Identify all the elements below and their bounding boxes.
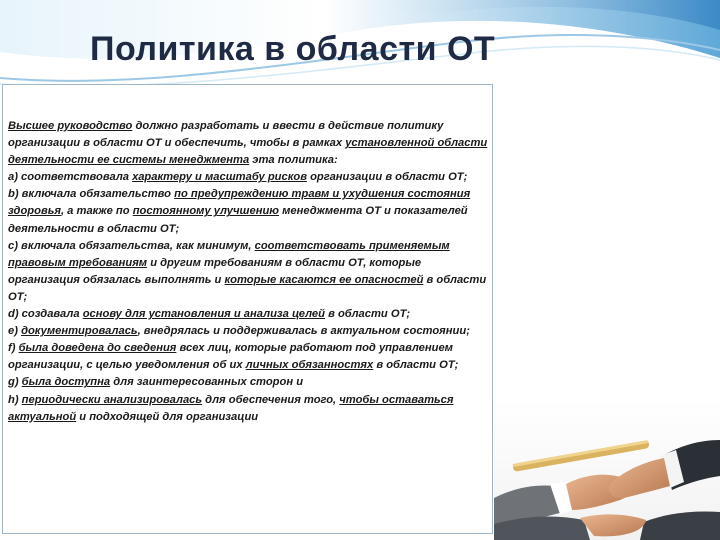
- underlined-phrase: личных обязанностях: [245, 359, 374, 372]
- underlined-phrase: характеру и масштабу рисков: [132, 171, 307, 184]
- text-run: , внедрялась и поддерживалась в актуальном состоянии;: [137, 325, 470, 338]
- policy-paragraph: [8, 392, 488, 426]
- policy-text: [8, 118, 488, 426]
- policy-paragraph: [8, 374, 488, 391]
- handshake-illustration: [494, 400, 720, 540]
- text-run: e): [8, 325, 22, 338]
- text-run: g): [8, 376, 22, 389]
- underlined-phrase: чтобы оставаться актуальной: [8, 393, 454, 423]
- underlined-phrase: была доступна: [21, 376, 111, 389]
- underlined-phrase: постоянному улучшению: [132, 205, 279, 218]
- text-run: в области ОТ;: [325, 308, 411, 321]
- policy-paragraph: [8, 118, 488, 169]
- underlined-phrase: была доведена до сведения: [18, 342, 177, 355]
- text-run: , а также по: [60, 205, 133, 218]
- underlined-phrase: периодически анализировалась: [21, 393, 203, 406]
- underlined-phrase: Высшее руководство: [8, 120, 133, 132]
- text-run: для обеспечения того,: [202, 393, 340, 406]
- underlined-phrase: основу для установления и анализа целей: [82, 308, 325, 321]
- policy-paragraph: [8, 306, 488, 323]
- underlined-phrase: которые касаются ее опасностей: [224, 273, 424, 286]
- policy-paragraph: [8, 238, 488, 306]
- slide-title: Политика в области ОТ: [90, 30, 496, 68]
- text-run: d) создавала: [8, 308, 83, 321]
- policy-paragraph: [8, 169, 488, 186]
- underlined-phrase: документировалась: [21, 325, 138, 338]
- text-run: в области ОТ;: [8, 273, 487, 303]
- policy-paragraph: [8, 323, 488, 340]
- text-run: всех лиц, которые работают под управлением организации, с целью уведомления об их: [8, 342, 453, 372]
- text-run: эта политика:: [249, 154, 338, 167]
- policy-paragraph: [8, 340, 488, 374]
- underlined-phrase: по предупреждению травм и ухудшения состояния здоровья: [8, 188, 471, 218]
- text-run: h): [8, 393, 22, 406]
- text-run: для заинтересованных сторон и: [110, 376, 304, 389]
- underlined-phrase: соответствовать применяемым правовым требованиям: [8, 239, 450, 269]
- policy-paragraph: [8, 186, 488, 237]
- underlined-phrase: установленной области деятельности ее системы менеджмента: [8, 137, 488, 167]
- text-run: должно разработать и ввести в действие политику организации в области ОТ и обеспечить, чтобы в рамках: [8, 120, 444, 150]
- text-run: c) включала обязательства, как минимум,: [8, 239, 255, 252]
- text-run: и другим требованиям в области ОТ, которые организация обязалась выполнять и: [8, 256, 422, 286]
- text-run: менеджмента ОТ и показателей деятельности в области ОТ;: [8, 205, 468, 235]
- text-run: a) соответствовала: [8, 171, 133, 184]
- text-run: b) включала обязательство: [8, 188, 175, 201]
- text-run: в области ОТ;: [373, 359, 459, 372]
- text-run: организации в области ОТ;: [306, 171, 468, 184]
- text-run: и подходящей для организации: [76, 410, 259, 423]
- text-run: f): [8, 342, 19, 355]
